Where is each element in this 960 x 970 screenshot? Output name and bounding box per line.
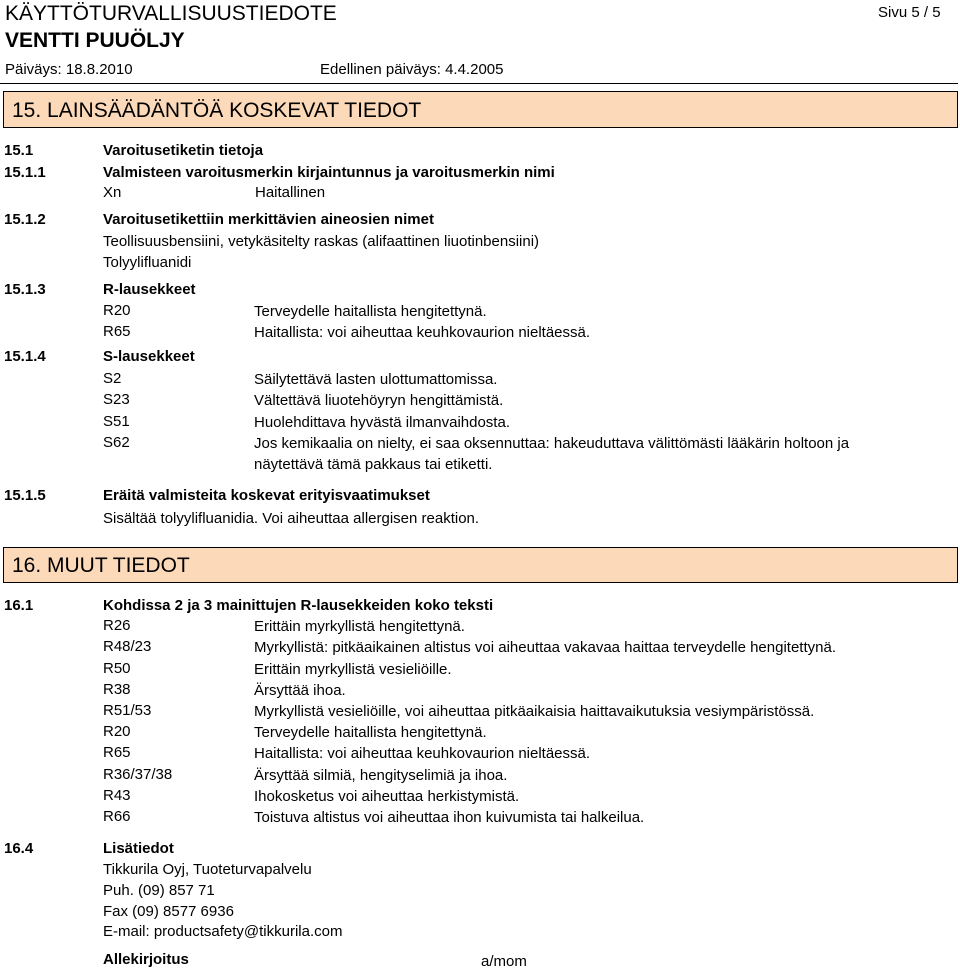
s-phrase-code: S62 xyxy=(103,434,130,451)
section-15-header xyxy=(3,91,958,128)
hazard-symbol-name: Haitallinen xyxy=(255,184,326,201)
r-phrase-code: R65 xyxy=(103,323,131,340)
r-phrase-text: Haitallista: voi aiheuttaa keuhkovaurion nieltäessä. xyxy=(254,745,591,762)
s-phrase-code: S51 xyxy=(103,413,130,430)
section-15-title: 15. LAINSÄÄDÄNTÖÄ KOSKEVAT TIEDOT xyxy=(12,99,422,122)
s-phrase-code: S2 xyxy=(103,370,122,387)
r-phrase-text: Erittäin myrkyllistä vesieliöille. xyxy=(254,661,452,678)
contact-email: E-mail: productsafety@tikkurila.com xyxy=(103,923,343,940)
section-15-1-4-number: 15.1.4 xyxy=(4,348,46,365)
r-phrase-text: Haitallista: voi aiheuttaa keuhkovaurion nieltäessä. xyxy=(254,324,591,341)
section-15-1-1-heading: Valmisteen varoitusmerkin kirjaintunnus ja varoitusmerkin nimi xyxy=(103,164,555,181)
section-15-1-5-number: 15.1.5 xyxy=(4,487,46,504)
section-15-1-2-number: 15.1.2 xyxy=(4,211,46,228)
section-15-1-3-number: 15.1.3 xyxy=(4,281,46,298)
s-phrase-text: Säilytettävä lasten ulottumattomissa. xyxy=(254,371,498,388)
section-16-1-heading: Kohdissa 2 ja 3 mainittujen R-lausekkeiden koko teksti xyxy=(103,597,494,614)
section-16-1-number: 16.1 xyxy=(4,597,34,614)
section-16-4-number: 16.4 xyxy=(4,840,34,857)
r-phrase-code: R48/23 xyxy=(103,638,152,655)
s-phrase-text: Huolehdittava hyvästä ilmanvaihdosta. xyxy=(254,414,510,431)
section-15-1-heading: Varoitusetiketin tietoja xyxy=(103,142,264,159)
r-phrase-text: Myrkyllistä: pitkäaikainen altistus voi aiheuttaa vakavaa haittaa terveydelle hengitettynä. xyxy=(254,639,836,656)
contact-fax: Fax (09) 8577 6936 xyxy=(103,903,234,920)
r-phrase-code: R43 xyxy=(103,787,131,804)
component-name-2: Tolyylifluanidi xyxy=(103,254,192,271)
signature-value: a/mom xyxy=(481,953,527,970)
section-15-1-number: 15.1 xyxy=(4,142,34,159)
section-15-1-1-number: 15.1.1 xyxy=(4,164,46,181)
r-phrase-code: R36/37/38 xyxy=(103,766,173,783)
r-phrase-code: R20 xyxy=(103,302,131,319)
s-phrase-text: Vältettävä liuotehöyryn hengittämistä. xyxy=(254,392,504,409)
page-number: Sivu 5 / 5 xyxy=(878,4,941,21)
contact-company: Tikkurila Oyj, Tuoteturvapalvelu xyxy=(103,861,312,878)
r-phrase-text: Ärsyttää silmiä, hengityselimiä ja ihoa. xyxy=(254,767,508,784)
section-15-1-2-heading: Varoitusetikettiin merkittävien aineosien nimet xyxy=(103,211,434,228)
s-phrase-text-continued: näytettävä tämä pakkaus tai etiketti. xyxy=(254,456,493,473)
r-phrase-code: R26 xyxy=(103,617,131,634)
previous-date: Edellinen päiväys: 4.4.2005 xyxy=(320,61,504,78)
contact-phone: Puh. (09) 857 71 xyxy=(103,882,215,899)
hazard-symbol-code: Xn xyxy=(103,184,122,201)
r-phrase-text: Terveydelle haitallista hengitettynä. xyxy=(254,303,487,320)
signature-label: Allekirjoitus xyxy=(103,951,189,968)
r-phrase-text: Ihokosketus voi aiheuttaa herkistymistä. xyxy=(254,788,520,805)
product-name: VENTTI PUUÖLJY xyxy=(5,29,185,52)
section-16-4-heading: Lisätiedot xyxy=(103,840,174,857)
header-divider xyxy=(0,83,958,84)
s-phrase-code: S23 xyxy=(103,391,130,408)
document-type: KÄYTTÖTURVALLISUUSTIEDOTE xyxy=(5,2,337,25)
section-16-header xyxy=(3,547,958,583)
section-15-1-4-heading: S-lausekkeet xyxy=(103,348,195,365)
r-phrase-text: Toistuva altistus voi aiheuttaa ihon kuivumista tai halkeilua. xyxy=(254,809,645,826)
section-15-1-3-heading: R-lausekkeet xyxy=(103,281,196,298)
r-phrase-text: Myrkyllistä vesieliöille, voi aiheuttaa pitkäaikaisia haittavaikutuksia vesiympäristössä. xyxy=(254,703,815,720)
r-phrase-code: R50 xyxy=(103,660,131,677)
r-phrase-text: Erittäin myrkyllistä hengitettynä. xyxy=(254,618,465,635)
r-phrase-text: Terveydelle haitallista hengitettynä. xyxy=(254,724,487,741)
r-phrase-code: R66 xyxy=(103,808,131,825)
section-16-title: 16. MUUT TIEDOT xyxy=(12,554,190,577)
r-phrase-text: Ärsyttää ihoa. xyxy=(254,682,346,699)
r-phrase-code: R65 xyxy=(103,744,131,761)
s-phrase-text: Jos kemikaalia on nielty, ei saa oksennuttaa: hakeuduttava välittömästi lääkärin holtoon ja xyxy=(254,435,850,452)
section-15-1-5-heading: Eräitä valmisteita koskevat erityisvaatimukset xyxy=(103,487,430,504)
r-phrase-code: R38 xyxy=(103,681,131,698)
component-name-1: Teollisuusbensiini, vetykäsitelty raskas (alifaattinen liuotinbensiini) xyxy=(103,233,540,250)
special-requirements-text: Sisältää tolyylifluanidia. Voi aiheuttaa allergisen reaktion. xyxy=(103,510,480,527)
date: Päiväys: 18.8.2010 xyxy=(5,61,133,78)
r-phrase-code: R20 xyxy=(103,723,131,740)
r-phrase-code: R51/53 xyxy=(103,702,152,719)
